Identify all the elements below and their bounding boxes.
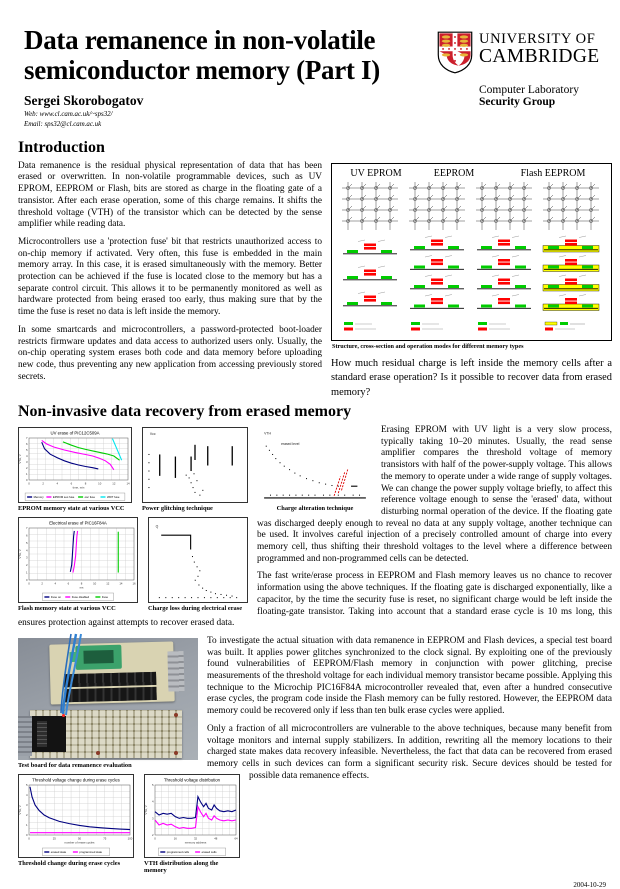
svg-text:0: 0 <box>28 581 30 586</box>
power-glitch-chart <box>142 427 248 503</box>
recovery-paragraph-4: Only a fraction of all microcontrollers are vulnerable to the above techniques, because many benefit from voltage monitors and internal supply stabilizers. In addition, rewriting all the memory locations to their charged state makes data recovery infeasible. Nevertheless, the fact that data can be recovered from erased memory cells in such devices can form a significant security risk. Secure devices should be tested for possible data remanence effects. <box>207 723 612 781</box>
charge-alteration-chart <box>258 427 372 503</box>
figure-test-board <box>18 638 198 769</box>
svg-text:0: 0 <box>28 481 30 486</box>
title-line-1: Data remanence in non-volatile <box>24 25 376 55</box>
idc-connector <box>32 716 66 752</box>
svg-text:3: 3 <box>151 816 154 821</box>
svg-text:14: 14 <box>119 581 123 586</box>
svg-text:6: 6 <box>25 533 28 538</box>
figure-eprom-memory-state <box>18 427 132 512</box>
department-name: Computer Laboratory <box>479 84 579 96</box>
svg-text:1: 1 <box>25 822 28 827</box>
vth-distribution-caption: VTH distribution along the memory <box>144 859 219 875</box>
power-glitch-caption: Power glitching technique <box>142 504 213 512</box>
svg-text:4: 4 <box>25 453 28 458</box>
svg-text:2: 2 <box>25 563 28 568</box>
svg-text:Electrical erase of PIC16F84A: Electrical erase of PIC16F84A <box>49 520 107 526</box>
uv-erase-chart <box>18 427 132 503</box>
svg-text:VTH, V: VTH, V <box>144 805 149 815</box>
svg-text:4: 4 <box>54 581 57 586</box>
svg-text:2: 2 <box>41 581 43 586</box>
svg-text:erased level: erased level <box>281 441 300 446</box>
figure-row-2 <box>18 517 248 612</box>
svg-text:erased cells: erased cells <box>201 850 217 855</box>
author-contact <box>24 110 612 129</box>
poster-date: 2004-10-29 <box>573 881 606 889</box>
svg-text:VTH, V: VTH, V <box>18 454 23 464</box>
svg-text:8: 8 <box>80 581 83 586</box>
svg-text:64: 64 <box>234 836 238 841</box>
svg-text:4: 4 <box>56 481 59 486</box>
svg-text:4: 4 <box>25 792 28 797</box>
svg-text:7: 7 <box>25 526 28 531</box>
recovery-paragraph-3: To investigate the actual situation with data remanence in EEPROM and Flash devices, a special test board was built. It applies power glitches synchronized to the clock signal. By exploiting one of the previously found vulnerabilities of EEPROM/Flash memory in conjunction with power glitching, precise measurements of the threshold voltage for each individual memory transistor became possible. Applying this technique to the Microchip PIC16F84A microcontroller revealed that, even after a hundred consecutive erase cycles, the program code inside the Flash memory can be fully restored. However, the EEPROM data memory could be recovered only if less than ten bulk erase cycles were applied. <box>207 635 612 717</box>
svg-text:UV EPROM: UV EPROM <box>350 167 402 179</box>
figure-threshold-change <box>18 774 134 867</box>
svg-text:12: 12 <box>106 581 110 586</box>
figure-vth-distribution <box>144 774 240 874</box>
svg-text:16: 16 <box>173 836 177 841</box>
charge-loss-caption: Charge loss during electrical erase <box>148 605 243 613</box>
introduction-section <box>18 160 612 399</box>
charge-alteration-caption: Charge alteration technique <box>276 504 354 512</box>
vth-distribution-chart <box>144 774 240 858</box>
svg-text:48: 48 <box>214 836 218 841</box>
charge-loss-chart <box>148 517 248 603</box>
svg-text:Threshold voltage distribution: Threshold voltage distribution <box>163 777 221 783</box>
svg-text:0: 0 <box>25 578 28 583</box>
svg-text:1: 1 <box>25 570 28 575</box>
svg-text:EEPROM: EEPROM <box>433 167 475 179</box>
intro-paragraph-2: Microcontrollers use a 'protection fuse' bit that restricts unauthorized access to on-chip memory if activated. Very often, this fuse is embedded in the main memory array. In this case, it is erased simultaneously with the memory. Better protection can be achieved if the fuse is located close to the memory but has a separate control circuit. This allows it to be permanently monitored as well as hardware protected from being erased too early, thus making sure that by the time the fuse is reset no data is left inside the memory. <box>18 236 322 318</box>
introduction-heading: Introduction <box>18 138 105 156</box>
recovery-section-heading: Non-invasive data recovery from erased memory <box>18 402 352 420</box>
svg-text:14: 14 <box>126 481 130 486</box>
memory-types-diagram <box>331 163 612 341</box>
svg-text:5: 5 <box>25 782 28 787</box>
test-board-caption: Test board for data remanence evaluation <box>18 761 132 769</box>
svg-text:number of erase cycles: number of erase cycles <box>64 840 95 845</box>
adapter-board <box>49 641 175 704</box>
svg-text:7: 7 <box>25 435 28 440</box>
cambridge-shield-icon <box>437 31 473 79</box>
ribbon-cable <box>18 716 32 756</box>
svg-text:programmed state: programmed state <box>79 850 103 855</box>
research-question: How much residual charge is left inside the memory cells after a standard erase operation? Is it possible to recover data from erased memory? <box>331 357 612 399</box>
memory-types-figure <box>331 163 612 401</box>
recovery-paragraph-1: Erasing EPROM with UV light is a very slow process, typically taking 10–20 minutes. Usually, the read sense amplifier compares the threshold voltage of memory transistors with half of the power-supply voltage. This allows the memory to operate under a wide range of supply voltages. We can change the power supply voltage briefly, to affect this reference voltage enough to sense the 'erased' data, without disturbing normal operation of the device. If the floating gate was discharged deeply enough to reveal no data at any supply voltage, another technique can be used. It involves careful injection of a precisely controlled amount of charge into every memory cell, thus shifting their threshold voltages to the level where a difference between programmed and non-programmed cells can be detected. <box>257 424 612 564</box>
svg-text:Fuse: Fuse <box>101 595 109 600</box>
svg-text:10: 10 <box>93 581 97 586</box>
svg-text:12: 12 <box>112 481 116 486</box>
author-email: Email: sps32@cl.cam.ac.uk <box>24 121 102 129</box>
svg-text:50: 50 <box>77 836 82 841</box>
svg-text:0: 0 <box>28 836 30 841</box>
title-line-2: semiconductor memory (Part I) <box>24 54 380 85</box>
svg-text:6: 6 <box>70 481 73 486</box>
figure-power-glitching <box>142 427 248 512</box>
svg-text:6: 6 <box>25 441 28 446</box>
svg-text:Vcc: Vcc <box>149 432 156 437</box>
svg-text:1: 1 <box>25 471 28 476</box>
university-of: UNIVERSITY OF <box>479 31 596 47</box>
svg-text:100: 100 <box>127 836 133 841</box>
figure-row-3 <box>18 774 240 874</box>
svg-text:Memory: Memory <box>33 495 44 500</box>
svg-text:0: 0 <box>154 836 156 841</box>
intro-paragraph-1: Data remanence is the residual physical representation of data that has been erased or overwritten. In non-volatile programmable devices, such as UV EPROM, EEPROM or Flash, bits are stored as charge in the floating gate of a transistor. After each erase operation, some of this charge remains. It shifts the threshold voltage (VTH) of the transistor which can be detected by the sense amplifier while reading data. <box>18 160 322 230</box>
author-web: Web: www.cl.cam.ac.uk/~sps32/ <box>24 111 113 119</box>
svg-text:3: 3 <box>25 459 28 464</box>
figure-flash-memory-state <box>18 517 138 612</box>
eprom-state-caption: EPROM memory state at various VCC <box>18 504 125 512</box>
flash-erase-chart <box>18 517 138 603</box>
svg-text:3: 3 <box>25 802 28 807</box>
svg-text:10: 10 <box>98 481 102 486</box>
svg-text:6: 6 <box>67 581 70 586</box>
test-board-photo <box>18 638 198 760</box>
figure-charge-loss <box>148 517 248 612</box>
svg-text:5: 5 <box>151 782 154 787</box>
proto-board <box>30 710 182 758</box>
svg-text:erased state: erased state <box>50 850 67 855</box>
poster-title <box>24 26 434 85</box>
svg-text:25: 25 <box>52 836 56 841</box>
svg-text:VTH, V: VTH, V <box>18 805 23 815</box>
group-name: Security Group <box>479 96 556 108</box>
svg-text:ms: ms <box>79 585 84 590</box>
svg-text:Flash EEPROM: Flash EEPROM <box>520 167 586 179</box>
svg-text:Threshold voltage change durin: Threshold voltage change during erase cycles <box>32 777 120 783</box>
svg-text:4: 4 <box>25 548 28 553</box>
svg-text:2: 2 <box>25 812 28 817</box>
svg-text:Fuse disabled: Fuse disabled <box>71 595 90 600</box>
figure-charge-alteration <box>258 427 372 512</box>
svg-text:2: 2 <box>25 465 28 470</box>
svg-text:Fuse on: Fuse on <box>50 595 62 600</box>
cambridge: CAMBRIDGE <box>479 45 600 67</box>
svg-text:2: 2 <box>42 481 44 486</box>
svg-text:75: 75 <box>103 836 107 841</box>
svg-text:3: 3 <box>25 555 28 560</box>
svg-text:Q: Q <box>155 524 159 529</box>
university-name <box>479 31 600 66</box>
svg-text:32: 32 <box>193 836 198 841</box>
figure-row-1 <box>18 427 372 512</box>
svg-text:8: 8 <box>84 481 87 486</box>
zif-socket <box>75 645 122 670</box>
author-name: Sergei Skorobogatov <box>24 93 144 109</box>
led-indicator <box>62 714 65 717</box>
memory-types-caption: Structure, cross-section and operation modes for different memory types <box>332 342 524 350</box>
edge-connector <box>167 651 184 691</box>
svg-text:5: 5 <box>25 540 28 545</box>
svg-text:memory address: memory address <box>184 840 207 845</box>
svg-text:4: 4 <box>151 799 154 804</box>
svg-text:programmed cells: programmed cells <box>166 850 190 855</box>
threshold-change-caption: Threshold change during erase cycles <box>18 859 121 867</box>
svg-text:VTH: VTH <box>264 431 271 436</box>
svg-text:time, min: time, min <box>72 485 85 490</box>
flash-state-caption: Flash memory state at various VCC <box>18 605 116 613</box>
intro-paragraph-3: In some smartcards and microcontrollers, a password-protected boot-loader restricts firmware updates and data access to authorized users only. Usually, the on-chip operating system erases both code and data memory before uploading new code, thus preventing any new application from accessing previously stored secrets. <box>18 324 322 382</box>
recovery-paragraph-2: The fast write/erase process in EEPROM and Flash memory leaves us no chance to recover information using the above techniques. If the floating gate is discharged exponentially, like a capacitor, by the time the security fuse is reset, no significant charge would be left inside the floating-gate transistor. Taking into account that a standard erase cycle is 10 ms long, this ensures protection against attempts to recover erased data. <box>18 571 612 629</box>
svg-text:2: 2 <box>151 832 154 837</box>
svg-text:0: 0 <box>25 477 28 482</box>
cambridge-logo <box>437 31 613 108</box>
threshold-change-chart <box>18 774 134 858</box>
svg-text:EPROM sec.fuse: EPROM sec.fuse <box>52 495 75 500</box>
svg-text:UV erase of PIC12C509A: UV erase of PIC12C509A <box>50 430 100 436</box>
svg-text:VTH, V: VTH, V <box>18 549 23 559</box>
svg-text:0: 0 <box>25 832 28 837</box>
svg-text:16: 16 <box>132 581 136 586</box>
svg-text:WDT fuse: WDT fuse <box>107 495 120 500</box>
svg-text:5: 5 <box>25 447 28 452</box>
svg-text:osc fuse: osc fuse <box>84 495 96 500</box>
